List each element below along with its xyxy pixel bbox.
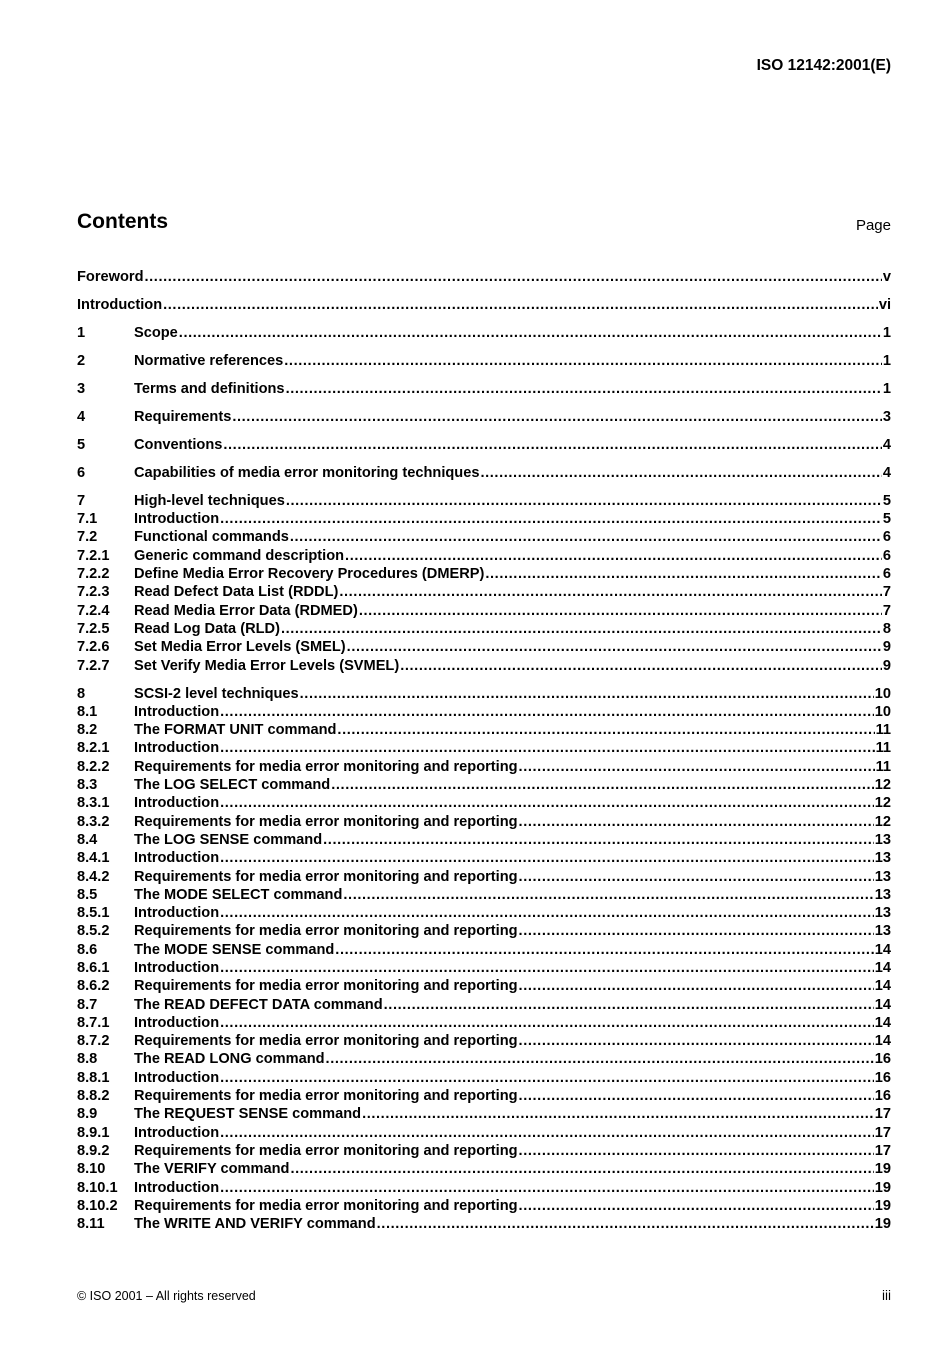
toc-entry-title: The FORMAT UNIT command	[134, 722, 337, 739]
toc-dot-leader	[519, 868, 874, 886]
toc-entry-title: Introduction	[77, 296, 163, 313]
toc-entry[interactable]	[77, 510, 891, 528]
toc-entry-page: 11	[875, 740, 891, 757]
toc-entry[interactable]	[77, 977, 891, 995]
toc-entry[interactable]	[77, 1069, 891, 1087]
toc-entry[interactable]	[77, 1105, 891, 1123]
toc-entry-page: 10	[874, 703, 891, 720]
toc-entry-title: Functional commands	[134, 529, 289, 546]
toc-dot-leader	[286, 492, 882, 510]
toc-entry-title: Define Media Error Recovery Procedures (DMERP)	[134, 566, 485, 583]
toc-dot-leader	[485, 565, 882, 583]
toc-entry-page: 6	[882, 529, 891, 546]
toc-entry-number: 7.2.5	[77, 620, 110, 637]
toc-entry-page: 14	[874, 996, 891, 1013]
toc-entry-title: Requirements for media error monitoring and reporting	[134, 1142, 518, 1159]
toc-entry-title: Foreword	[77, 269, 144, 285]
toc-entry-title: Introduction	[134, 1014, 220, 1031]
toc-entry-page: 19	[874, 1161, 891, 1178]
toc-entry-number: 8.4	[77, 831, 98, 848]
toc-entry[interactable]	[77, 268, 891, 286]
toc-entry-page: 12	[874, 777, 891, 794]
toc-entry-number: 7.2.2	[77, 566, 110, 583]
toc-dot-leader	[220, 959, 874, 977]
table-of-contents	[77, 268, 891, 1233]
toc-entry-number: 8.4.2	[77, 868, 110, 885]
toc-entry[interactable]	[77, 758, 891, 776]
toc-entry-title: Requirements for media error monitoring and reporting	[134, 978, 518, 995]
toc-dot-leader	[519, 758, 875, 776]
toc-entry[interactable]	[77, 492, 891, 510]
toc-dot-leader	[220, 510, 882, 528]
toc-entry-page: 9	[882, 657, 891, 674]
toc-entry[interactable]	[77, 922, 891, 940]
toc-entry-number: 3	[77, 380, 86, 397]
toc-entry-title: Introduction	[134, 1069, 220, 1086]
toc-dot-leader	[163, 296, 878, 314]
toc-dot-leader	[519, 1032, 874, 1050]
toc-entry-number: 8.8.2	[77, 1088, 110, 1105]
page-column-label: Page	[855, 217, 891, 234]
toc-dot-leader	[179, 324, 882, 342]
toc-entry-number: 8.5.1	[77, 905, 110, 922]
toc-dot-leader	[220, 1014, 874, 1032]
toc-entry-number: 8.10.2	[77, 1197, 118, 1214]
toc-entry-page: 13	[874, 831, 891, 848]
toc-entry[interactable]	[77, 831, 891, 849]
toc-entry-number: 8.9.1	[77, 1124, 110, 1141]
toc-dot-leader	[220, 904, 874, 922]
toc-entry-page: 9	[882, 639, 891, 656]
toc-entry[interactable]	[77, 703, 891, 721]
toc-dot-leader	[284, 352, 882, 370]
toc-entry-number: 7	[77, 492, 86, 509]
toc-entry-page: 14	[874, 1033, 891, 1050]
toc-entry[interactable]	[77, 996, 891, 1014]
toc-entry[interactable]	[77, 776, 891, 794]
toc-entry-number: 7.1	[77, 511, 98, 528]
toc-entry-page: 16	[874, 1051, 891, 1068]
toc-entry-title: The MODE SENSE command	[134, 941, 335, 958]
toc-entry-title: Introduction	[134, 703, 220, 720]
toc-entry-number: 8.7.1	[77, 1014, 110, 1031]
toc-dot-leader	[519, 1142, 874, 1160]
toc-entry-page: 12	[874, 795, 891, 812]
toc-entry-number: 4	[77, 408, 86, 425]
toc-entry-title: The LOG SELECT command	[134, 777, 331, 794]
toc-entry-number: 2	[77, 352, 86, 369]
toc-entry[interactable]	[77, 296, 891, 314]
toc-entry[interactable]	[77, 1050, 891, 1068]
toc-entry[interactable]	[77, 1160, 891, 1178]
toc-dot-leader	[343, 886, 873, 904]
toc-entry[interactable]	[77, 565, 891, 583]
toc-dot-leader	[300, 685, 874, 703]
toc-entry-page: 4	[882, 464, 891, 481]
toc-entry-page: 7	[882, 584, 891, 601]
toc-entry-title: The LOG SENSE command	[134, 831, 323, 848]
toc-entry-number: 7.2.4	[77, 602, 110, 619]
toc-entry-page: 16	[874, 1069, 891, 1086]
toc-dot-leader	[290, 1160, 873, 1178]
toc-entry-title: Introduction	[134, 905, 220, 922]
toc-entry-number: 8.8.1	[77, 1069, 110, 1086]
toc-entry-page: 1	[882, 352, 891, 369]
toc-dot-leader	[362, 1105, 874, 1123]
toc-dot-leader	[323, 831, 874, 849]
toc-entry-title: Requirements for media error monitoring and reporting	[134, 813, 518, 830]
toc-entry-title: Requirements for media error monitoring and reporting	[134, 923, 518, 940]
toc-entry-number: 7.2.3	[77, 584, 110, 601]
toc-entry-page: 14	[874, 978, 891, 995]
toc-entry[interactable]	[77, 1124, 891, 1142]
contents-title: Contents	[77, 210, 168, 233]
toc-entry-page: 3	[882, 408, 891, 425]
toc-entry-title: Requirements for media error monitoring and reporting	[134, 1088, 518, 1105]
toc-entry-number: 8.9.2	[77, 1142, 110, 1159]
toc-entry[interactable]	[77, 464, 891, 482]
toc-entry-title: The READ LONG command	[134, 1051, 325, 1068]
toc-entry-number: 8.3.2	[77, 813, 110, 830]
toc-dot-leader	[326, 1050, 874, 1068]
toc-entry-number: 7.2	[77, 529, 98, 546]
toc-entry[interactable]	[77, 941, 891, 959]
toc-entry-page: 11	[875, 758, 891, 775]
toc-entry[interactable]	[77, 721, 891, 739]
toc-dot-leader	[290, 528, 882, 546]
toc-dot-leader	[377, 1215, 874, 1233]
toc-entry-page: 1	[882, 324, 891, 341]
toc-dot-leader	[232, 408, 882, 426]
toc-entry[interactable]	[77, 602, 891, 620]
toc-dot-leader	[220, 1069, 874, 1087]
toc-entry-page: 7	[882, 602, 891, 619]
toc-entry-number: 8.5.2	[77, 923, 110, 940]
toc-dot-leader	[359, 602, 882, 620]
toc-entry-page: 19	[874, 1197, 891, 1214]
toc-entry-page: 17	[874, 1106, 891, 1123]
toc-entry-page: 6	[882, 566, 891, 583]
toc-entry-page: 4	[882, 436, 891, 453]
toc-dot-leader	[519, 977, 874, 995]
toc-entry-number: 8.2.2	[77, 758, 110, 775]
toc-entry-page: 14	[874, 959, 891, 976]
toc-entry[interactable]	[77, 904, 891, 922]
toc-dot-leader	[144, 268, 881, 286]
toc-dot-leader	[281, 620, 882, 638]
toc-dot-leader	[480, 464, 881, 482]
toc-dot-leader	[337, 721, 874, 739]
toc-entry-title: The REQUEST SENSE command	[134, 1106, 362, 1123]
toc-entry-number: 8.2.1	[77, 740, 110, 757]
toc-entry-title: Set Media Error Levels (SMEL)	[134, 639, 346, 656]
toc-dot-leader	[339, 583, 882, 601]
toc-entry[interactable]	[77, 638, 891, 656]
toc-entry-page: 17	[874, 1124, 891, 1141]
toc-entry-number: 8.3	[77, 777, 98, 794]
toc-entry-title: Requirements for media error monitoring and reporting	[134, 758, 518, 775]
toc-entry-number: 8.6.2	[77, 978, 110, 995]
toc-dot-leader	[220, 849, 874, 867]
toc-entry[interactable]	[77, 408, 891, 426]
toc-entry-title: Introduction	[134, 1124, 220, 1141]
toc-entry-number: 8	[77, 685, 86, 702]
toc-entry-title: High-level techniques	[134, 492, 285, 509]
toc-entry-number: 8.4.1	[77, 850, 110, 867]
toc-entry[interactable]	[77, 657, 891, 675]
toc-dot-leader	[286, 380, 882, 398]
toc-entry-page: v	[882, 269, 891, 285]
toc-entry-page: 14	[874, 941, 891, 958]
toc-entry[interactable]	[77, 583, 891, 601]
toc-entry[interactable]	[77, 849, 891, 867]
toc-entry-title: The MODE SELECT command	[134, 886, 343, 903]
toc-entry-title: Requirements for media error monitoring and reporting	[134, 1197, 518, 1214]
toc-dot-leader	[331, 776, 874, 794]
toc-entry-number: 8.6	[77, 941, 98, 958]
toc-entry[interactable]	[77, 1032, 891, 1050]
toc-entry-page: 19	[874, 1179, 891, 1196]
toc-entry-page: 5	[882, 492, 891, 509]
toc-entry[interactable]	[77, 868, 891, 886]
toc-dot-leader	[519, 813, 874, 831]
toc-entry-title: Scope	[134, 324, 178, 341]
toc-entry-number: 5	[77, 436, 86, 453]
toc-entry-title: The WRITE AND VERIFY command	[134, 1216, 376, 1233]
toc-dot-leader	[519, 1197, 874, 1215]
toc-entry[interactable]	[77, 813, 891, 831]
toc-entry-title: Introduction	[134, 795, 220, 812]
toc-entry-page: 1	[882, 380, 891, 397]
toc-entry-page: 19	[874, 1216, 891, 1233]
toc-entry-page: 12	[874, 813, 891, 830]
toc-entry-number: 8.3.1	[77, 795, 110, 812]
toc-entry-title: Introduction	[134, 959, 220, 976]
toc-entry-number: 8.10.1	[77, 1179, 118, 1196]
toc-entry-title: Conventions	[134, 436, 223, 453]
toc-entry[interactable]	[77, 1014, 891, 1032]
toc-entry-title: Read Log Data (RLD)	[134, 620, 280, 637]
toc-entry-page: 17	[874, 1142, 891, 1159]
toc-entry-title: Generic command description	[134, 547, 345, 564]
toc-entry-page: 14	[874, 1014, 891, 1031]
toc-entry-number: 8.7	[77, 996, 98, 1013]
toc-dot-leader	[223, 436, 882, 454]
toc-entry-page: 13	[874, 886, 891, 903]
toc-dot-leader	[384, 996, 874, 1014]
toc-entry[interactable]	[77, 547, 891, 565]
toc-entry-title: Read Media Error Data (RDMED)	[134, 602, 358, 619]
toc-entry[interactable]	[77, 794, 891, 812]
toc-entry-number: 7.2.1	[77, 547, 110, 564]
toc-entry-title: Terms and definitions	[134, 380, 285, 397]
toc-entry[interactable]	[77, 886, 891, 904]
toc-dot-leader	[347, 638, 882, 656]
toc-entry-title: Set Verify Media Error Levels (SVMEL)	[134, 657, 400, 674]
toc-entry-title: Introduction	[134, 511, 220, 528]
toc-dot-leader	[220, 739, 874, 757]
toc-entry-number: 8.5	[77, 886, 98, 903]
toc-entry-title: Requirements for media error monitoring and reporting	[134, 868, 518, 885]
toc-entry[interactable]	[77, 685, 891, 703]
toc-entry[interactable]	[77, 324, 891, 342]
toc-entry-page: 13	[874, 923, 891, 940]
toc-entry[interactable]	[77, 959, 891, 977]
document-id: ISO 12142:2001(E)	[756, 57, 891, 74]
toc-entry-title: Capabilities of media error monitoring techniques	[134, 464, 480, 481]
toc-entry[interactable]	[77, 380, 891, 398]
toc-entry-number: 8.9	[77, 1106, 98, 1123]
toc-entry-title: Read Defect Data List (RDDL)	[134, 584, 339, 601]
toc-entry-page: 6	[882, 547, 891, 564]
toc-entry-title: The VERIFY command	[134, 1161, 290, 1178]
toc-dot-leader	[335, 941, 873, 959]
toc-entry-page: 16	[874, 1088, 891, 1105]
toc-entry-title: Requirements for media error monitoring and reporting	[134, 1033, 518, 1050]
toc-dot-leader	[220, 1124, 874, 1142]
page-number: iii	[882, 1288, 891, 1303]
toc-entry-title: Introduction	[134, 740, 220, 757]
toc-entry-number: 8.7.2	[77, 1033, 110, 1050]
toc-entry-number: 6	[77, 464, 86, 481]
toc-dot-leader	[220, 794, 874, 812]
toc-entry-title: SCSI-2 level techniques	[134, 685, 299, 702]
toc-entry-number: 8.1	[77, 703, 98, 720]
toc-entry-number: 7.2.6	[77, 639, 110, 656]
copyright-notice: © ISO 2001 – All rights reserved	[77, 1289, 256, 1303]
toc-dot-leader	[519, 922, 874, 940]
toc-entry[interactable]	[77, 436, 891, 454]
toc-entry-title: Normative references	[134, 352, 284, 369]
toc-entry[interactable]	[77, 620, 891, 638]
toc-entry-page: 5	[882, 511, 891, 528]
toc-dot-leader	[345, 547, 882, 565]
toc-entry[interactable]	[77, 1197, 891, 1215]
toc-entry[interactable]	[77, 1142, 891, 1160]
toc-dot-leader	[519, 1087, 874, 1105]
toc-entry[interactable]	[77, 1087, 891, 1105]
toc-entry[interactable]	[77, 352, 891, 370]
toc-dot-leader	[220, 1179, 874, 1197]
toc-entry-title: The READ DEFECT DATA command	[134, 996, 383, 1013]
toc-entry-page: 13	[874, 905, 891, 922]
toc-entry-title: Introduction	[134, 1179, 220, 1196]
toc-entry-number: 8.6.1	[77, 959, 110, 976]
toc-entry-number: 8.8	[77, 1051, 98, 1068]
toc-dot-leader	[220, 703, 874, 721]
toc-entry[interactable]	[77, 528, 891, 546]
toc-entry-page: 8	[882, 620, 891, 637]
toc-entry-number: 8.10	[77, 1161, 106, 1178]
toc-entry-page: 10	[874, 685, 891, 702]
toc-entry-page: vi	[878, 296, 891, 313]
toc-entry-number: 7.2.7	[77, 657, 110, 674]
toc-entry[interactable]	[77, 1215, 891, 1233]
toc-entry-page: 11	[875, 722, 891, 739]
toc-entry[interactable]	[77, 739, 891, 757]
toc-entry-title: Introduction	[134, 850, 220, 867]
toc-entry[interactable]	[77, 1179, 891, 1197]
toc-entry-page: 13	[874, 868, 891, 885]
toc-entry-title: Requirements	[134, 408, 232, 425]
toc-dot-leader	[400, 657, 882, 675]
toc-entry-number: 8.2	[77, 722, 98, 739]
toc-entry-number: 1	[77, 324, 86, 341]
toc-entry-page: 13	[874, 850, 891, 867]
toc-entry-number: 8.11	[77, 1216, 105, 1233]
